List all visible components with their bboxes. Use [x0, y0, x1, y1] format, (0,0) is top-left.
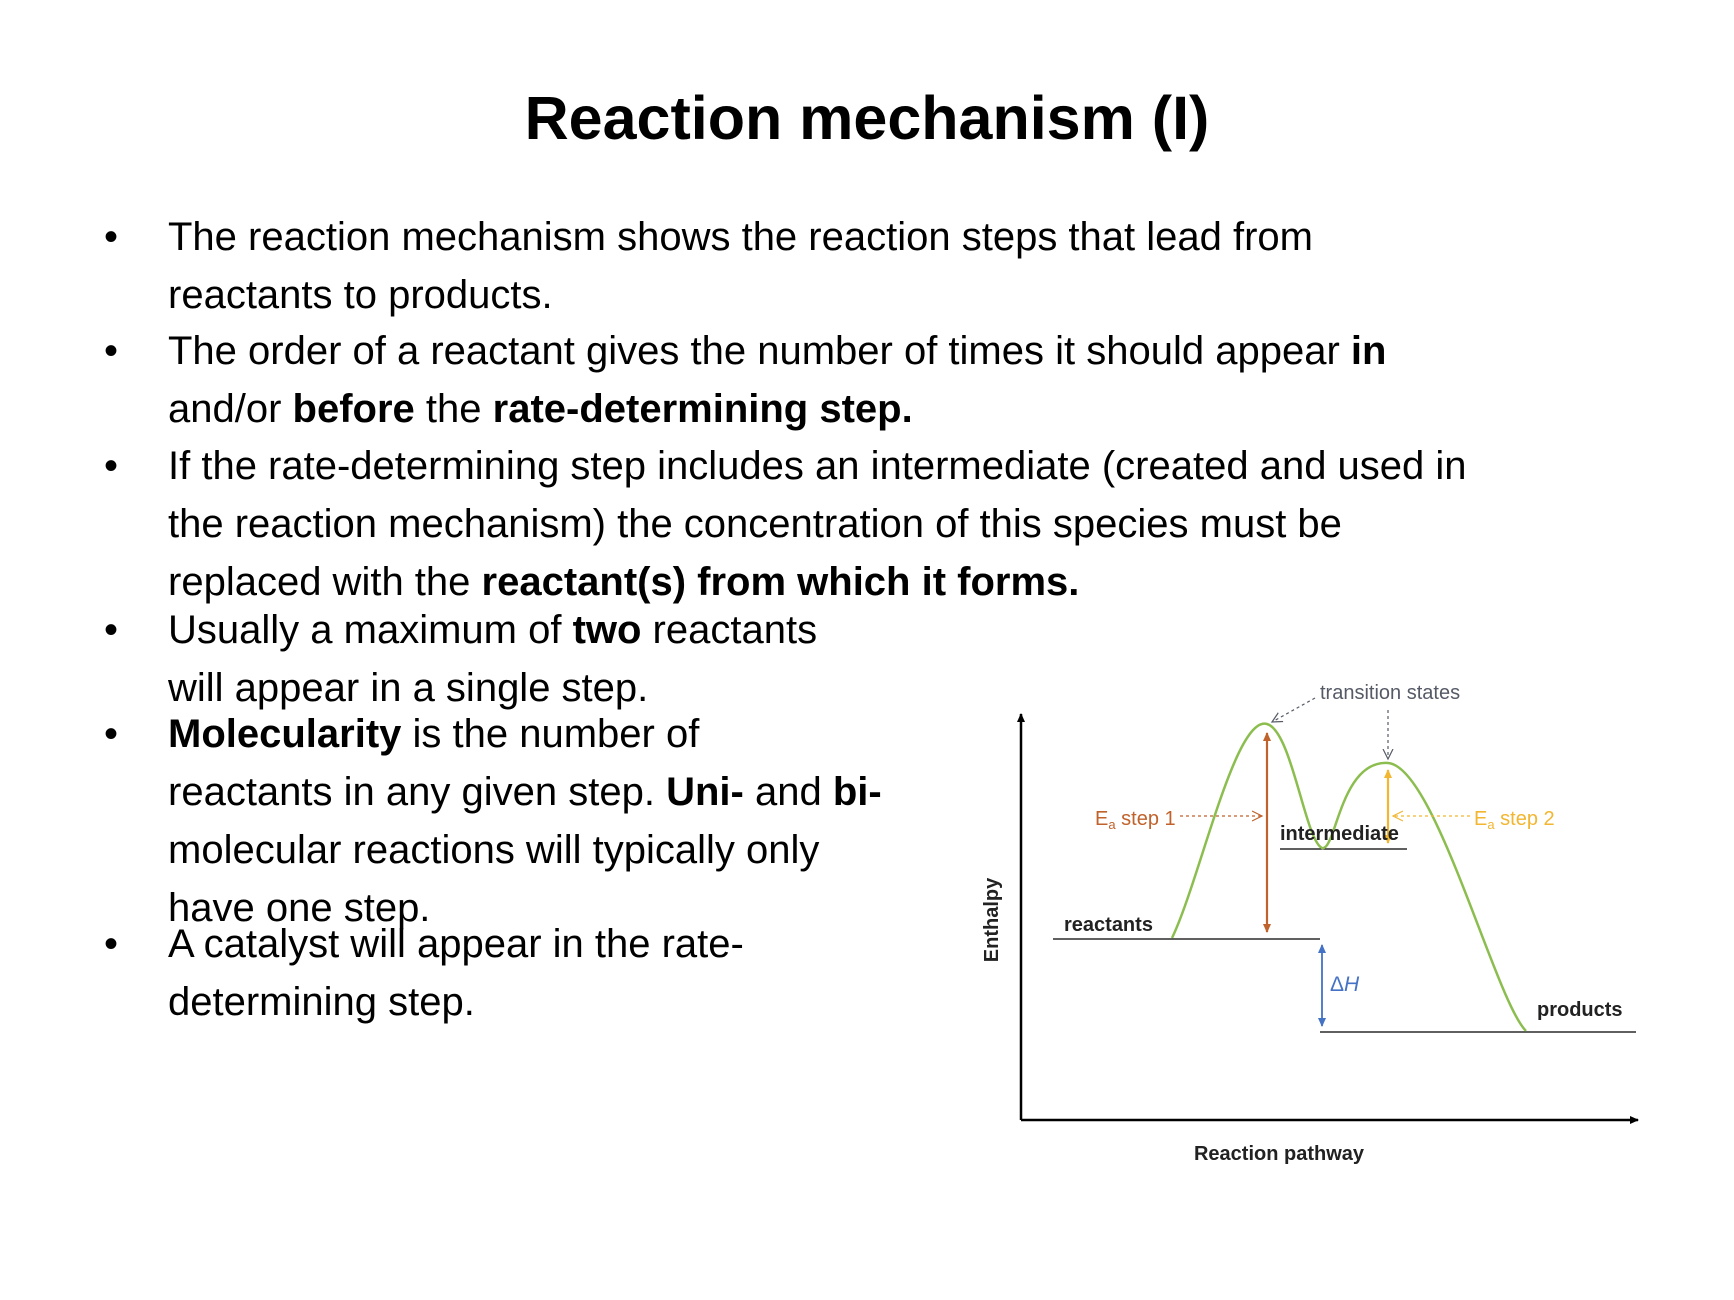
- bold-run: Uni-: [666, 770, 744, 814]
- text-run: will appear in a single step.: [168, 666, 649, 710]
- transition-state-leader-1: [1272, 698, 1315, 722]
- bullet-dot: •: [103, 922, 118, 966]
- ea-step1-label: [1095, 808, 1176, 832]
- bold-run: reactant(s) from which it forms.: [481, 560, 1080, 604]
- ea-step1-text: step 1: [1115, 808, 1176, 830]
- bold-run: Molecularity: [168, 712, 402, 756]
- h-symbol: H: [1344, 973, 1360, 996]
- text-run: molecular reactions will typically only: [168, 828, 820, 872]
- text-run: Usually a maximum of: [168, 608, 573, 652]
- text-run: reactants in any given step.: [168, 770, 667, 814]
- text-run: and: [743, 770, 833, 814]
- text-run: A catalyst will appear in the rate-: [168, 922, 744, 966]
- ea-step2-text: step 2: [1494, 808, 1555, 830]
- ea-step2-label: [1474, 808, 1555, 832]
- x-axis-label: Reaction pathway: [1193, 1143, 1365, 1165]
- bold-run: before: [292, 387, 415, 431]
- bullet-dot: •: [103, 608, 118, 652]
- ea-subscript: a: [1108, 817, 1116, 832]
- bold-run: bi-: [832, 770, 882, 814]
- text-run: reactants: [641, 608, 818, 652]
- slide-title: Reaction mechanism (I): [524, 84, 1210, 152]
- bullet-dot: •: [103, 215, 118, 259]
- text-run: is the number of: [401, 712, 700, 756]
- text-run: replaced with the: [168, 560, 482, 604]
- bold-run: two: [572, 608, 642, 652]
- text-run: reactants to products.: [168, 273, 553, 317]
- delta-h-label: [1330, 973, 1360, 996]
- ea-main-text: E: [1095, 808, 1109, 830]
- bold-run: in: [1350, 329, 1387, 373]
- text-run: If the rate-determining step includes an intermediate (created and used in: [168, 444, 1467, 488]
- bullet-dot: •: [103, 444, 118, 488]
- y-axis-label: Enthalpy: [981, 877, 1003, 963]
- ea-main-text: E: [1474, 808, 1488, 830]
- text-run: the reaction mechanism) the concentration of this species must be: [168, 502, 1342, 546]
- text-run: determining step.: [168, 980, 475, 1024]
- bullet-dot: •: [103, 712, 118, 756]
- products-label: products: [1537, 999, 1623, 1021]
- ea-subscript: a: [1487, 817, 1495, 832]
- transition-states-label: transition states: [1320, 682, 1461, 704]
- text-run: the: [414, 387, 493, 431]
- bullet-dot: •: [103, 329, 118, 373]
- text-run: The order of a reactant gives the number of times it should appear: [168, 329, 1351, 373]
- text-run: have one step.: [168, 886, 431, 930]
- reactants-label: reactants: [1064, 914, 1153, 936]
- text-run: and/or: [168, 387, 293, 431]
- intermediate-label: intermediate: [1280, 823, 1399, 845]
- delta-symbol: Δ: [1330, 973, 1345, 996]
- text-run: The reaction mechanism shows the reaction steps that lead from: [168, 215, 1313, 259]
- bold-run: rate-determining step.: [492, 387, 913, 431]
